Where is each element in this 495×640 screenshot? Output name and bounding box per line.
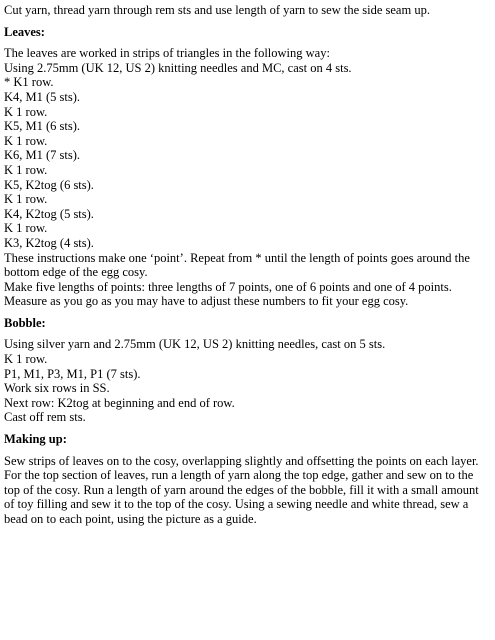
leaves-heading: Leaves: bbox=[4, 24, 45, 39]
bobble-line: P1, M1, P3, M1, P1 (7 sts). bbox=[4, 366, 141, 381]
bobble-line: Cast off rem sts. bbox=[4, 410, 86, 425]
leaves-line: K 1 row. bbox=[4, 133, 48, 148]
leaves-lengths-text: Make five lengths of points: three lengths of 7 points, one of 6 points and one of 4 points. Measure as you go as you may have to adjust these numbers to fit your egg cosy. bbox=[4, 279, 452, 309]
leaves-line: The leaves are worked in strips of triangles in the following way: bbox=[4, 46, 330, 61]
leaves-line: K 1 row. bbox=[4, 221, 48, 236]
leaves-line: * K1 row. bbox=[4, 75, 54, 90]
leaves-line: K 1 row. bbox=[4, 162, 48, 177]
leaves-line: K4, M1 (5 sts). bbox=[4, 89, 81, 104]
bobble-line: K 1 row. bbox=[4, 352, 48, 367]
leaves-line: K 1 row. bbox=[4, 104, 48, 119]
bobble-heading: Bobble: bbox=[4, 315, 46, 330]
leaves-line: K6, M1 (7 sts). bbox=[4, 148, 81, 163]
making-up-text: Sew strips of leaves on to the cosy, overlapping slightly and offsetting the points on each layer. For the top section of leaves, run a length of yarn along the top edge, gather and sew on to the top of the cosy. Run a length of yarn around the edges of the bobble, fill it with a small amount of toy filling and sew it to the top of the cosy. Using a sewing needle and white thread, sew a bead on to each point, using the picture as a guide. bbox=[4, 453, 479, 526]
bobble-line: Work six rows in SS. bbox=[4, 381, 110, 396]
intro-text: Cut yarn, thread yarn through rem sts and use length of yarn to sew the side seam up. bbox=[4, 3, 430, 17]
leaves-line: Using 2.75mm (UK 12, US 2) knitting needles and MC, cast on 4 sts. bbox=[4, 60, 352, 75]
pattern-page bbox=[4, 3, 491, 527]
making-up-heading: Making up: bbox=[4, 432, 67, 447]
leaves-line: K5, M1 (6 sts). bbox=[4, 119, 81, 134]
bobble-line: Using silver yarn and 2.75mm (UK 12, US 2) knitting needles, cast on 5 sts. bbox=[4, 337, 386, 352]
leaves-line: K 1 row. bbox=[4, 192, 48, 207]
leaves-repeat-text: These instructions make one ‘point’. Repeat from * until the length of points goes around the bottom edge of the egg cosy. bbox=[4, 250, 470, 280]
leaves-line: K4, K2tog (5 sts). bbox=[4, 206, 94, 221]
leaves-line: K5, K2tog (6 sts). bbox=[4, 177, 94, 192]
leaves-line: K3, K2tog (4 sts). bbox=[4, 235, 94, 250]
bobble-line: Next row: K2tog at beginning and end of row. bbox=[4, 395, 235, 410]
